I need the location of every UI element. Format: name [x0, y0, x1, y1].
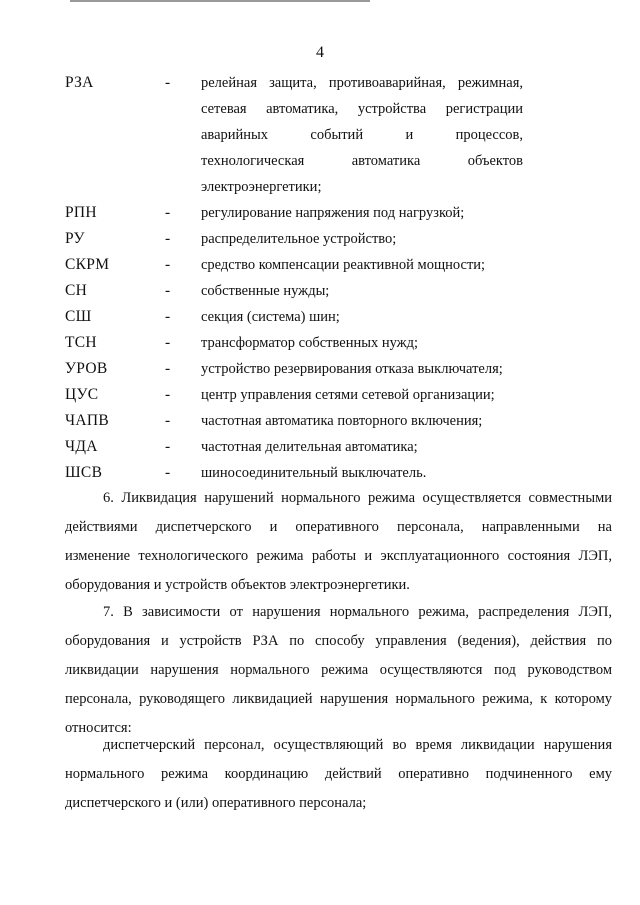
abbreviation-row [65, 434, 610, 460]
abbreviation-term: СКРМ [65, 256, 110, 273]
definition-line: технологическая автоматика объектов [201, 153, 523, 169]
abbreviation-term: ЧАПВ [65, 412, 109, 429]
page-number: 4 [316, 44, 324, 61]
paragraph-line: диспетчерского и (или) оперативного персонала; [65, 795, 367, 811]
abbreviation-dash: - [165, 334, 171, 351]
abbreviation-term: ЦУС [65, 386, 99, 403]
abbreviation-term: ТСН [65, 334, 97, 351]
paragraph-line: 7. В зависимости от нарушения нормального режима, распределения ЛЭП, [103, 604, 612, 620]
abbreviation-term: РУ [65, 230, 85, 247]
paragraph-line: оборудования и устройств РЗА по способу управления (ведения), действия по [65, 633, 612, 649]
paragraph-line: нормального режима координацию действий оперативно подчиненного ему [65, 766, 612, 782]
abbreviation-definition: собственные нужды; [201, 283, 330, 299]
paragraph-line: 6. Ликвидация нарушений нормального режима осуществляется совместными [103, 490, 612, 506]
definition-line: релейная защита, противоаварийная, режимная, [201, 75, 523, 91]
paragraph-line: относится: [65, 720, 132, 736]
abbreviation-definition [201, 70, 523, 200]
abbreviation-definition: распределительное устройство; [201, 231, 397, 247]
abbreviation-row [65, 382, 610, 408]
abbreviation-definition: трансформатор собственных нужд; [201, 335, 419, 351]
definition-line: электроэнергетики; [201, 179, 322, 195]
paragraph-line: ликвидации нарушения нормального режима осуществляются под руководством [65, 662, 612, 678]
abbreviation-dash: - [165, 386, 171, 403]
abbreviation-definition: шиносоединительный выключатель. [201, 465, 427, 481]
abbreviation-dash: - [165, 74, 171, 91]
abbreviation-term: ЧДА [65, 438, 98, 455]
abbreviation-definition: частотная делительная автоматика; [201, 439, 418, 455]
abbreviation-term: СШ [65, 308, 92, 325]
abbreviation-dash: - [165, 256, 171, 273]
abbreviation-dash: - [165, 282, 171, 299]
abbreviation-definition: центр управления сетями сетевой организации; [201, 387, 495, 403]
abbreviation-dash: - [165, 308, 171, 325]
definition-line: аварийных событий и процессов, [201, 127, 523, 143]
abbreviation-definition: средство компенсации реактивной мощности; [201, 257, 486, 273]
abbreviation-term: РПН [65, 204, 97, 221]
abbreviation-definition: регулирование напряжения под нагрузкой; [201, 205, 465, 221]
abbreviation-dash: - [165, 360, 171, 377]
abbreviation-row [65, 252, 610, 278]
paragraph-line: изменение технологического режима работы и эксплуатационного состояния ЛЭП, [65, 548, 612, 564]
abbreviation-definition: частотная автоматика повторного включения; [201, 413, 483, 429]
abbreviation-term: РЗА [65, 74, 94, 91]
abbreviation-row [65, 330, 610, 356]
abbreviation-row [65, 408, 610, 434]
paragraph-dispatch-personnel [65, 731, 612, 818]
abbreviation-row [65, 356, 610, 382]
paragraph-6 [65, 484, 612, 600]
abbreviation-dash: - [165, 438, 171, 455]
abbreviation-row [65, 200, 610, 226]
abbreviation-definition: устройство резервирования отказа выключателя; [201, 361, 503, 377]
abbreviation-dash: - [165, 204, 171, 221]
abbreviation-term: УРОВ [65, 360, 108, 377]
paragraph-line: действиями диспетчерского и оперативного персонала, направленными на [65, 519, 612, 535]
paragraph-line: персонала, руководящего ликвидацией нарушения нормального режима, к которому [65, 691, 612, 707]
paragraph-line: диспетчерский персонал, осуществляющий во время ликвидации нарушения [103, 737, 612, 753]
abbreviation-row [65, 304, 610, 330]
abbreviation-term: ШСВ [65, 464, 103, 481]
paragraph-line: оборудования и устройств объектов электроэнергетики. [65, 577, 410, 593]
abbreviation-dash: - [165, 230, 171, 247]
paragraph-7 [65, 598, 612, 743]
abbreviation-term: СН [65, 282, 88, 299]
abbreviation-dash: - [165, 412, 171, 429]
abbreviation-row [65, 226, 610, 252]
top-rule [70, 0, 370, 2]
definition-line: сетевая автоматика, устройства регистрации [201, 101, 523, 117]
abbreviation-row [65, 70, 610, 200]
abbreviation-list [65, 70, 610, 486]
abbreviation-row [65, 278, 610, 304]
abbreviation-dash: - [165, 464, 171, 481]
abbreviation-definition: секция (система) шин; [201, 309, 340, 325]
abbreviation-row [65, 460, 610, 486]
